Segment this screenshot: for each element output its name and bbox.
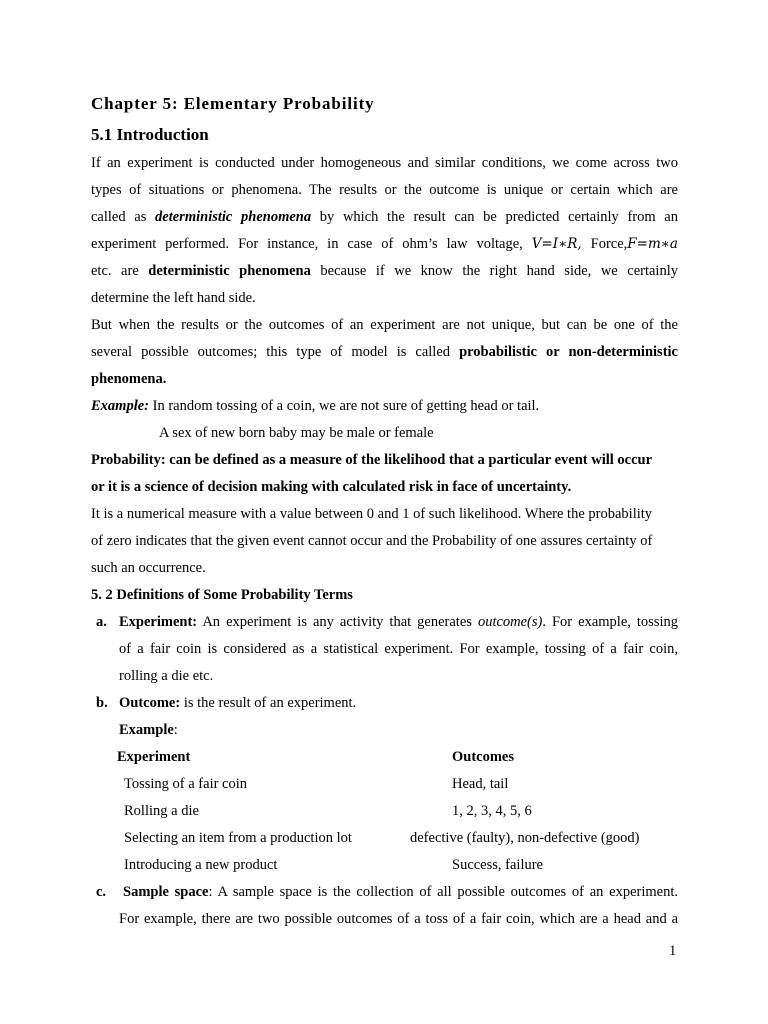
text-run: An experiment is any activity that generates — [197, 614, 478, 630]
text-run: because if we know the right hand side, we certainly — [310, 263, 678, 279]
section-heading-introduction: 5.1 Introduction — [91, 125, 209, 144]
ohms-law-formula: V=I∗R, — [531, 236, 582, 252]
intro-paragraph-1 — [91, 150, 678, 312]
text-run: : — [173, 722, 178, 738]
text-line: Probability: can be defined as a measure of the likelihood that a particular event will occur — [91, 452, 653, 468]
section-heading-definitions: 5. 2 Definitions of Some Probability Terms — [91, 587, 353, 603]
text-run: Force, — [581, 236, 628, 252]
text-line: A sex of new born baby may be male or female — [159, 425, 434, 441]
term-label: Outcome: — [119, 695, 181, 711]
table-cell-experiment: Tossing of a fair coin — [124, 776, 248, 792]
text-line: determine the left hand side. — [91, 290, 256, 306]
table-cell-outcome: Head, tail — [452, 776, 509, 792]
text-run: : A sample space is the collection of all possible outcomes of an experiment. — [208, 884, 678, 900]
text-line — [119, 609, 678, 636]
table-cell-outcome: Success, failure — [452, 857, 543, 873]
table-cell-experiment: Selecting an item from a production lot — [124, 830, 352, 846]
probabilistic-term: probabilistic or non-deterministic — [459, 344, 678, 360]
text-line — [91, 258, 678, 285]
deterministic-term: deterministic phenomena — [155, 209, 312, 225]
text-line: But when the results or the outcomes of an experiment are not unique, but can be one of the — [91, 317, 678, 333]
intro-paragraph-3 — [91, 501, 678, 582]
probability-definition — [91, 447, 678, 501]
table-cell-experiment: Introducing a new product — [124, 857, 278, 873]
definition-sample-space — [91, 879, 678, 933]
text-run-emphasis: outcome(s) — [477, 614, 543, 630]
text-line: It is a numerical measure with a value between 0 and 1 of such likelihood. Where the probability — [91, 506, 653, 522]
text-line — [119, 717, 678, 744]
example-label: Example — [119, 722, 174, 738]
text-line: or it is a science of decision making with calculated risk in face of uncertainty. — [91, 479, 572, 495]
list-marker: b. — [96, 695, 108, 711]
text-run: experiment performed. For instance, in case of ohm’s law voltage, — [91, 236, 532, 252]
document-page — [91, 93, 678, 933]
example-label: Example: — [91, 398, 149, 414]
text-run: called as — [91, 209, 156, 225]
text-line: types of situations or phenomena. The results or the outcome is unique or certain which are — [91, 182, 678, 198]
probabilistic-term: phenomena. — [91, 371, 167, 387]
text-line: If an experiment is conducted under homogeneous and similar conditions, we come across two — [91, 155, 678, 171]
force-formula: F=m∗a — [627, 236, 678, 252]
column-header-outcomes: Outcomes — [452, 749, 515, 765]
text-line: rolling a die etc. — [119, 668, 214, 684]
deterministic-term: deterministic phenomena — [148, 263, 311, 279]
definition-outcome — [91, 690, 678, 744]
text-line: of a fair coin is considered as a statistical experiment. For example, tossing of a fair coin, — [119, 641, 678, 657]
intro-paragraph-2 — [91, 312, 678, 393]
text-run: In random tossing of a coin, we are not sure of getting head or tail. — [149, 398, 540, 414]
definition-experiment — [91, 609, 678, 690]
text-run: is the result of an experiment. — [180, 695, 357, 711]
text-line: such an occurrence. — [91, 560, 206, 576]
term-label: Experiment: — [119, 614, 198, 630]
text-line: of zero indicates that the given event cannot occur and the Probability of one assures certainty of — [91, 533, 653, 549]
table-cell-outcome: defective (faulty), non-defective (good) — [410, 830, 640, 846]
text-line — [91, 204, 678, 231]
list-marker: a. — [96, 614, 107, 630]
page-number: 1 — [669, 943, 677, 959]
text-run: etc. are — [91, 263, 149, 279]
text-run: . For example, tossing — [542, 614, 678, 630]
text-run: several possible outcomes; this type of model is called — [91, 344, 460, 360]
outcomes-table — [117, 744, 678, 879]
text-line — [91, 339, 678, 366]
list-marker: c. — [96, 884, 107, 900]
term-label: Sample space — [123, 884, 209, 900]
text-line — [119, 690, 678, 717]
table-cell-experiment: Rolling a die — [124, 803, 199, 819]
column-header-experiment: Experiment — [117, 749, 191, 765]
text-line: For example, there are two possible outcomes of a toss of a fair coin, which are a head and a — [119, 911, 678, 927]
table-cell-outcome: 1, 2, 3, 4, 5, 6 — [452, 803, 532, 819]
chapter-title: Chapter 5: Elementary Probability — [91, 94, 375, 113]
example-block — [91, 393, 678, 447]
text-line — [91, 393, 678, 420]
text-line — [91, 231, 678, 258]
text-line — [119, 879, 678, 906]
text-run: by which the result can be predicted certainly from an — [311, 209, 678, 225]
